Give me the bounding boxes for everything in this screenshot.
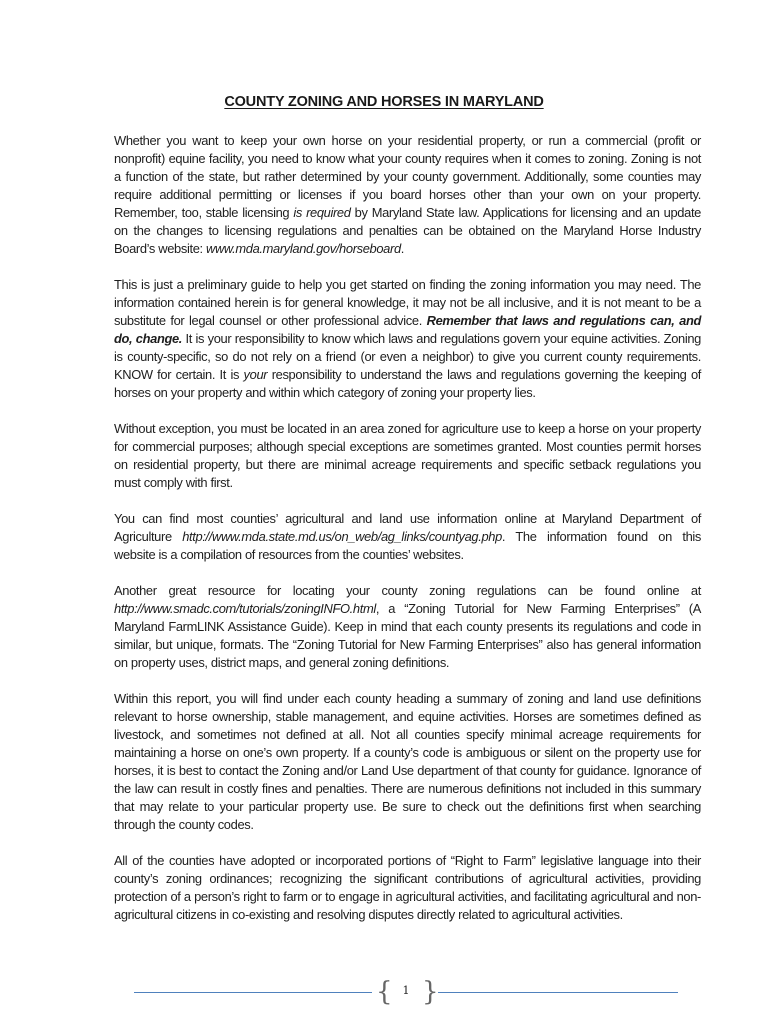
paragraph-text: , a “Zoning Tutorial for New Farming Enterprises” (A Maryland FarmLINK Assistance Guide). Keep in mind that each county presents its regulations and code in similar, but unique, formats. The “Zoning Tutorial for New Farming Enterprises” also has general information on property uses, district maps, and general zoning definitions.	[114, 601, 701, 670]
mda-link[interactable]: http://www.mda.state.md.us/on_web/ag_links/countyag.php	[182, 529, 502, 544]
page-footer	[134, 978, 678, 1008]
page-title: COUNTY ZONING AND HORSES IN MARYLAND	[224, 94, 544, 110]
paragraph-text: This is just a preliminary guide to help you get started on finding the zoning information you may need. The information contained herein is for general knowledge, it may not be all inclusive, and it is not meant to be a substitute for legal counsel or other professional advice.	[114, 277, 701, 328]
paragraph-text: . The information found on this website is a compilation of resources from the counties’ websites.	[114, 529, 702, 562]
left-brace-icon: {	[376, 977, 393, 1007]
paragraph-text: It is your responsibility to know which laws and regulations govern your equine activities. Zoning is county-specific, so do not rely on a friend (or even a neighbor) to give you current county requirements. KNOW for certain. It is	[114, 331, 701, 382]
paragraph-text: .	[400, 241, 405, 256]
paragraph-text: responsibility to understand the laws and regulations governing the keeping of horses on your property and within which category of zoning your property lies.	[114, 367, 701, 400]
paragraph-zoning-requirement: Without exception, you must be located in an area zoned for agriculture use to keep a horse on your property for commercial purposes; although special exceptions are sometimes granted. Most counties permit horses on residential property, but there are minimal acreage requirements and specific setback regulations you must comply with first.	[114, 421, 701, 490]
emphasis-text: your	[243, 367, 268, 382]
emphasis-text: is required	[293, 205, 351, 220]
smadc-link[interactable]: http://www.smadc.com/tutorials/zoningINFO.html	[114, 601, 376, 616]
footer-rule-right	[438, 992, 678, 993]
paragraph-text: Another great resource for locating your county zoning regulations can be found online at	[114, 583, 701, 598]
paragraph-mda-resource	[114, 510, 701, 564]
paragraph-text: You can find most counties’ agricultural and land use information online at Maryland Department of Agriculture	[114, 511, 701, 544]
page-number: 1	[402, 984, 410, 997]
paragraph-text: Whether you want to keep your own horse on your residential property, or run a commercial (profit or nonprofit) equine facility, you need to know what your county requires when it comes to zoning. Zoning is not a function of the state, but rather determined by your county government. Additionally, some counties may require additional permitting or licenses if you board horses other than your own on your property. Remember, too, stable licensing	[114, 133, 701, 220]
paragraph-report-summary: Within this report, you will find under each county heading a summary of zoning and land use definitions relevant to horse ownership, stable management, and equine activities. Horses are sometimes defined as livestock, and sometimes not defined at all. Not all counties specify minimal acreage requirements for maintaining a horse on one’s own property. If a county’s code is ambiguous or silent on the property use for horses, it is best to contact the Zoning and/or Land Use department of that county for guidance. Ignorance of the law can result in costly fines and penalties. There are numerous definitions not included in this summary that may relate to your particular property use. Be sure to check out the definitions first when searching through the county codes.	[114, 691, 701, 832]
footer-rule-left	[134, 992, 372, 993]
paragraph-text: by Maryland State law. Applications for licensing and an update on the changes to licensing regulations and penalties can be obtained on the Maryland Horse Industry Board’s website:	[114, 205, 701, 256]
website-link[interactable]: www.mda.maryland.gov/horseboard	[205, 241, 401, 256]
right-brace-icon: }	[422, 977, 439, 1007]
document-body	[114, 132, 701, 942]
paragraph-disclaimer	[114, 276, 701, 402]
paragraph-smadc-resource	[114, 582, 701, 672]
paragraph-right-to-farm: All of the counties have adopted or incorporated portions of “Right to Farm” legislative language into their county’s zoning ordinances; recognizing the significant contributions of agricultural activities, providing protection of a person’s right to farm or to engage in agricultural activities, and facilitating agricultural and non-agricultural citizens in co-existing and resolving disputes directly related to agricultural activities.	[114, 853, 701, 922]
bold-emphasis-text: Remember that laws and regulations can, and do, change.	[114, 313, 701, 346]
paragraph-intro	[114, 132, 701, 258]
